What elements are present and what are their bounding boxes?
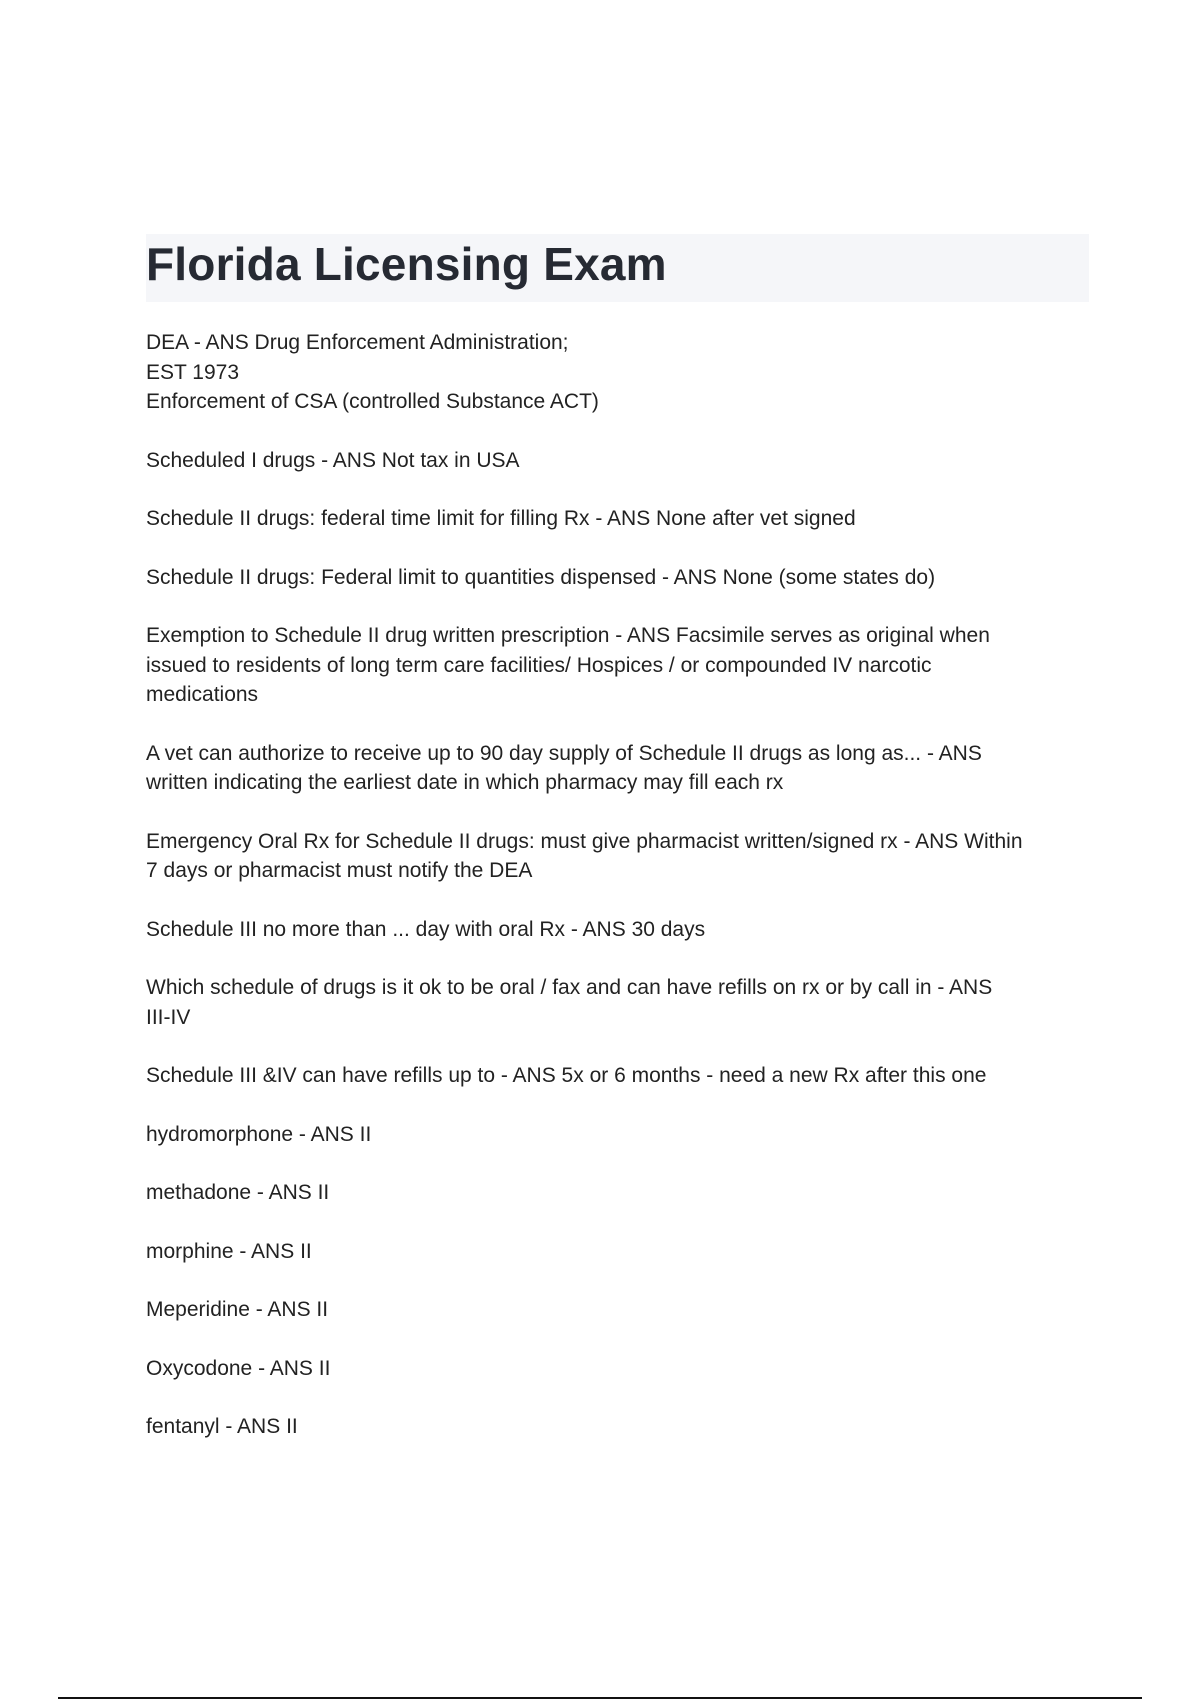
qa-line: Which schedule of drugs is it ok to be oral / fax and can have refills on rx or by call in - ANS [146,976,993,999]
qa-line: Schedule III &IV can have refills up to - ANS 5x or 6 months - need a new Rx after this one [146,1064,987,1087]
qa-line: Schedule III no more than ... day with oral Rx - ANS 30 days [146,917,706,941]
qa-entry [146,973,1091,1032]
qa-line: Schedule II drugs: federal time limit for filling Rx - ANS None after vet signed [146,507,856,530]
qa-list [146,328,1091,1471]
qa-line: Schedule II drugs: Federal limit to quantities dispensed - ANS None (some states do) [146,565,936,589]
qa-line: A vet can authorize to receive up to 90 day supply of Schedule II drugs as long as... - ANS [146,741,982,765]
qa-line: morphine - ANS II [146,1239,312,1263]
qa-entry [146,827,1091,886]
qa-line: issued to residents of long term care facilities/ Hospices / or compounded IV narcotic [146,653,932,677]
qa-line: Exemption to Schedule II drug written prescription - ANS Facsimile serves as original when [146,624,990,647]
qa-entry [146,563,1091,593]
qa-entry [146,915,1091,945]
qa-entry [146,1237,1091,1267]
qa-line: Oxycodone - ANS II [146,1356,331,1380]
footer-divider [58,1697,1142,1699]
qa-entry [146,446,1091,476]
page-title: Florida Licensing Exam [146,238,667,290]
qa-line: Scheduled I drugs - ANS Not tax in USA [146,448,520,472]
qa-entry [146,739,1091,798]
qa-line: hydromorphone - ANS II [146,1122,372,1146]
qa-line: Meperidine - ANS II [146,1298,329,1321]
qa-entry [146,621,1091,710]
qa-line: DEA - ANS Drug Enforcement Administration; [146,331,569,354]
qa-line: written indicating the earliest date in which pharmacy may fill each rx [146,771,784,794]
qa-entry [146,1120,1091,1150]
qa-entry [146,1295,1091,1325]
qa-line: medications [146,683,259,706]
qa-line: methadone - ANS II [146,1181,330,1204]
qa-entry [146,504,1091,534]
qa-line: Enforcement of CSA (controlled Substance ACT) [146,390,599,413]
qa-line: III-IV [146,1005,191,1029]
qa-line: fentanyl - ANS II [146,1415,298,1438]
qa-line: Emergency Oral Rx for Schedule II drugs: must give pharmacist written/signed rx - ANS Within [146,829,1023,853]
qa-entry [146,1178,1091,1208]
qa-line: 7 days or pharmacist must notify the DEA [146,859,533,882]
qa-entry [146,328,1091,417]
qa-entry [146,1061,1091,1091]
qa-entry [146,1412,1091,1442]
qa-entry [146,1354,1091,1384]
qa-line: EST 1973 [146,360,240,384]
